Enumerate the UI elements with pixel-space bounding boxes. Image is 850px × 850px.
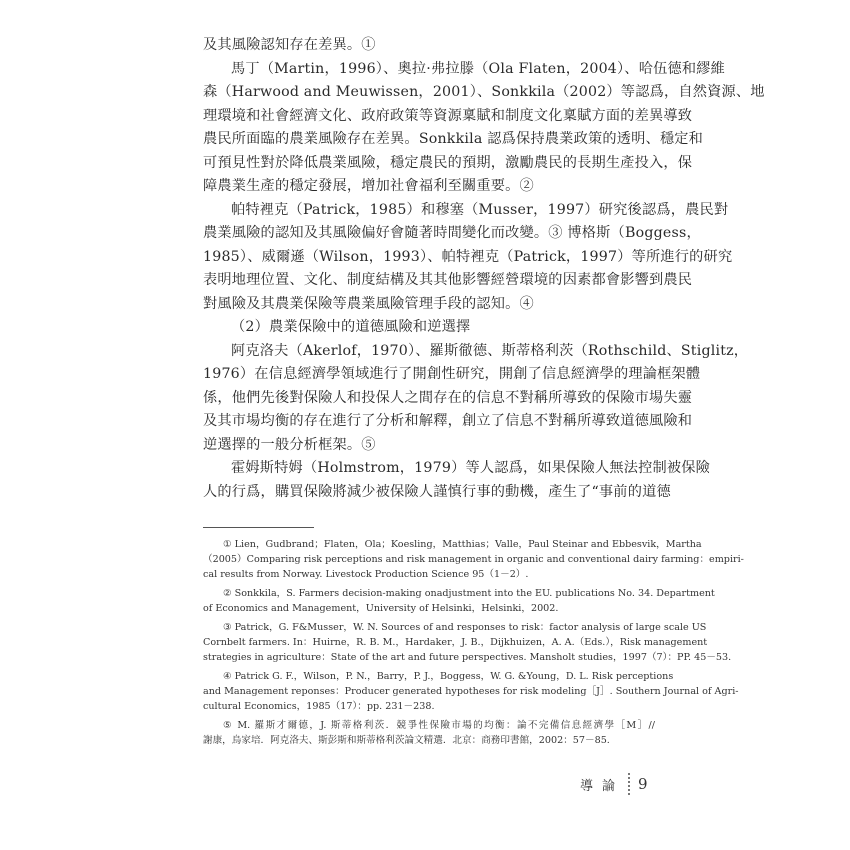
body-line: 障農業生產的穩定發展，增加社會福利至關重要。② [203, 178, 534, 194]
footnote-5: ⑤ M. 羅斯才爾德，J. 斯蒂格利茨．競爭性保險市場的均衡：論不完備信息經濟學［M］// [223, 720, 655, 731]
section-heading: （2）農業保險中的道德風險和逆選擇 [231, 319, 471, 335]
footnote-line: of Economics and Management，University of Helsinki，Helsinki，2002. [203, 603, 559, 614]
body-line: 理環境和社會經濟文化、政府政策等資源稟賦和制度文化稟賦方面的差異導致 [203, 107, 693, 124]
running-title: 導論 [580, 778, 625, 794]
body-line: 對風險及其農業保險等農業風險管理手段的認知。④ [203, 295, 534, 312]
footnote-line: cal results from Norway. Livestock Production Science 95（1－2）. [203, 569, 529, 580]
footnote-4: ④ Patrick G. F.，Wilson，P. N.，Barry，P. J.，Boggess，W. G. &Young，D. L. Risk perceptions [223, 671, 674, 682]
page-folio [580, 774, 648, 794]
body-line: 可預見性對於降低農業風險，穩定農民的預期，激勵農民的長期生產投入，保 [203, 154, 693, 171]
footnote-1: ① Lien，Gudbrand；Flaten，Ola；Koesling，Matthias；Valle，Paul Steinar and Ebbesvik，Martha [223, 539, 702, 550]
body-line: 逆選擇的一般分析框架。⑤ [203, 436, 376, 453]
footnote-line: （2005）Comparing risk perceptions and risk management in organic and conventional dairy farming：empiri- [203, 554, 744, 565]
footnote-line: cultural Economics，1985（17）：pp. 231－238. [203, 701, 435, 712]
footnote-separator [203, 527, 314, 528]
body-line: 農業風險的認知及其風險偏好會隨著時間變化而改變。③ 博格斯（Boggess， [203, 225, 701, 241]
body-line: 森（Harwood and Meuwissen，2001）、Sonkkila（2002）等認爲，自然資源、地 [203, 84, 765, 100]
body-line: 表明地理位置、文化、制度結構及其其他影響經營環境的因素都會影響到農民 [203, 272, 693, 288]
body-line: 阿克洛夫（Akerlof，1970）、羅斯徹德、斯蒂格利茨（Rothschild、Stiglitz， [231, 342, 749, 359]
body-line: 人的行爲，購買保險將減少被保險人謹慎行事的動機，產生了“事前的道德 [203, 483, 671, 500]
page-number: 9 [638, 775, 648, 793]
body-line: 霍姆斯特姆（Holmstrom，1979）等人認爲，如果保險人無法控制被保險 [231, 460, 711, 476]
footnote-line: Cornbelt farmers. In：Huirne，R. B. M.，Hardaker，J. B.，Dijkhuizen，A. A.（Eds.），Risk management [203, 637, 708, 648]
body-line: 1976）在信息經濟學領域進行了開創性研究，開創了信息經濟學的理論框架體 [203, 366, 701, 382]
body-line: 係，他們先後對保險人和投保人之間存在的信息不對稱所導致的保險市場失靈 [203, 389, 693, 406]
footnote-line: and Management reponses：Producer generated hypotheses for risk modeling［J］. Southern Journal of Agri- [203, 686, 739, 697]
body-line: 1985）、威爾遜（Wilson，1993）、帕特裡克（Patrick，1997）等所進行的研究 [203, 248, 733, 265]
body-line: 馬丁（Martin，1996）、奧拉·弗拉滕（Ola Flaten，2004）、哈伍德和繆維 [231, 60, 726, 77]
footnote-2: ② Sonkkila，S. Farmers decision-making onadjustment into the EU. publications No. 34. Department [223, 588, 715, 599]
folio-divider [628, 773, 630, 795]
footnote-line: strategies in agriculture：State of the art and future perspectives. Mansholt studies，1997（7）：PP. 45－53. [203, 652, 732, 663]
body-line: 農民所面臨的農業風險存在差異。Sonkkila 認爲保持農業政策的透明、穩定和 [203, 131, 704, 147]
body-line: 及其風險認知存在差異。① [203, 37, 376, 53]
footnote-line: 謝康，烏家培．阿克洛夫、斯彭斯和斯蒂格利茨論文精選．北京：商務印書館，2002：57－85. [203, 735, 610, 746]
body-line: 帕特裡克（Patrick，1985）和穆塞（Musser，1997）研究後認爲，農民對 [231, 201, 729, 218]
body-line: 及其市場均衡的存在進行了分析和解釋，創立了信息不對稱所導致道德風險和 [203, 413, 693, 429]
footnote-3: ③ Patrick，G. F&Musser，W. N. Sources of and responses to risk：factor analysis of large scale US [223, 622, 707, 633]
